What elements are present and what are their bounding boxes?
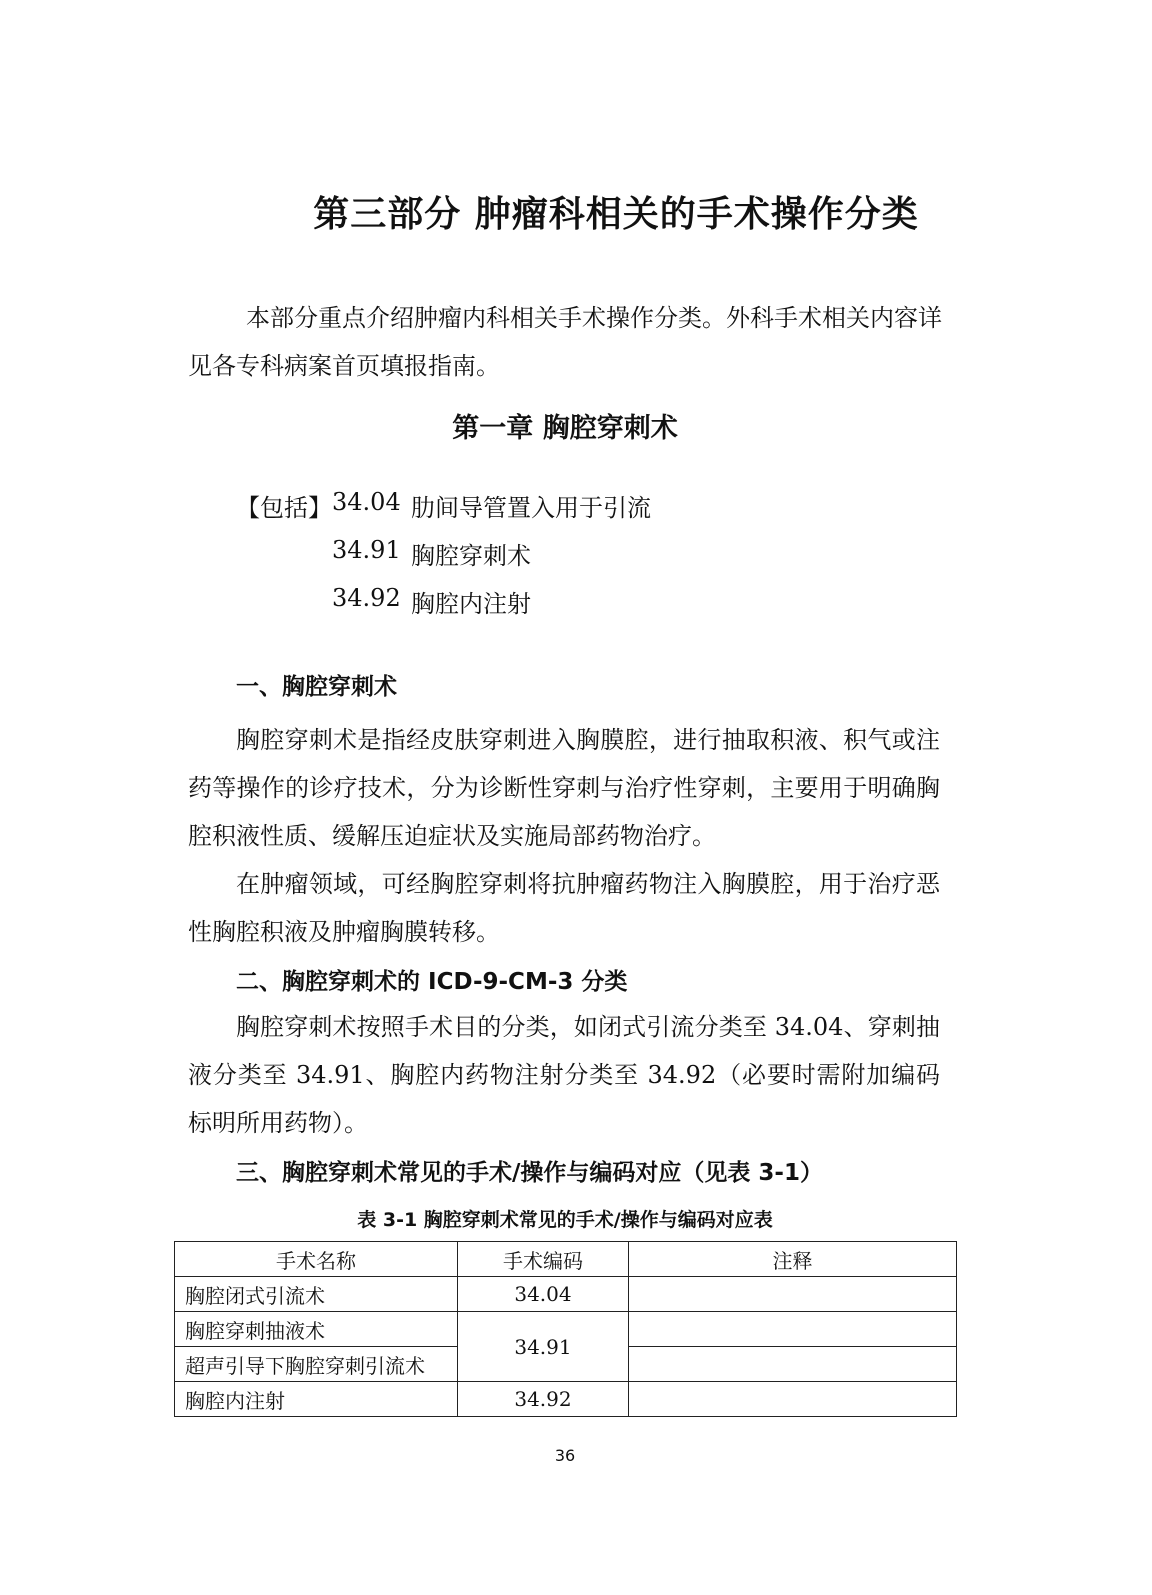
part-title: 第三部分 肿瘤科相关的手术操作分类 (313, 194, 919, 235)
table-caption: 表 3-1 胸腔穿刺术常见的手术/操作与编码对应表 (357, 1209, 773, 1231)
section-paragraph: 在肿瘤领域，可经胸腔穿刺将抗肿瘤药物注入胸膜腔，用于治疗恶性胸腔积液及肿瘤胸膜转移。 (188, 870, 940, 946)
procedure-code-cell: 34.92 (458, 1382, 629, 1417)
procedure-name-cell: 胸腔穿刺抽液术 (175, 1312, 458, 1347)
note-cell (629, 1312, 957, 1347)
column-header: 注释 (629, 1242, 957, 1277)
page-number: 36 (554, 1446, 576, 1465)
table-header-row (175, 1242, 957, 1277)
procedure-name-cell: 胸腔内注射 (175, 1382, 458, 1417)
procedure-code-cell: 34.04 (458, 1277, 629, 1312)
section-paragraph: 胸腔穿刺术按照手术目的分类，如闭式引流分类至 34.04、穿刺抽液分类至 34.91、胸腔内药物注射分类至 34.92（必要时需附加编码标明所用药物）。 (188, 1013, 940, 1137)
table-row (175, 1382, 957, 1417)
includes-description: 胸腔内注射 (411, 590, 531, 618)
procedure-code-cell: 34.91 (458, 1312, 629, 1382)
table-row (175, 1277, 957, 1312)
note-cell (629, 1277, 957, 1312)
includes-description: 肋间导管置入用于引流 (411, 494, 651, 522)
chapter-title: 第一章 胸腔穿刺术 (452, 413, 678, 444)
procedure-name-cell: 胸腔闭式引流术 (175, 1277, 458, 1312)
includes-label: 【包括】 (236, 494, 332, 522)
column-header: 手术编码 (458, 1242, 629, 1277)
table-row (175, 1312, 957, 1347)
note-cell (629, 1347, 957, 1382)
section-paragraph: 胸腔穿刺术是指经皮肤穿刺进入胸膜腔，进行抽取积液、积气或注药等操作的诊疗技术，分为诊断性穿刺与治疗性穿刺，主要用于明确胸腔积液性质、缓解压迫症状及实施局部药物治疗。 (188, 726, 940, 850)
procedure-name-cell: 超声引导下胸腔穿刺引流术 (175, 1347, 458, 1382)
includes-code: 34.04 (332, 488, 401, 516)
note-cell (629, 1382, 957, 1417)
intro-paragraph: 本部分重点介绍肿瘤内科相关手术操作分类。外科手术相关内容详见各专科病案首页填报指南。 (188, 304, 942, 380)
includes-code: 34.91 (332, 536, 401, 564)
includes-code: 34.92 (332, 584, 401, 612)
section-heading: 一、胸腔穿刺术 (236, 674, 397, 700)
section-heading: 三、胸腔穿刺术常见的手术/操作与编码对应（见表 3-1） (236, 1160, 823, 1186)
includes-description: 胸腔穿刺术 (411, 542, 531, 570)
column-header: 手术名称 (175, 1242, 458, 1277)
section-heading: 二、胸腔穿刺术的 ICD-9-CM-3 分类 (236, 969, 628, 995)
procedure-code-table (174, 1241, 957, 1417)
